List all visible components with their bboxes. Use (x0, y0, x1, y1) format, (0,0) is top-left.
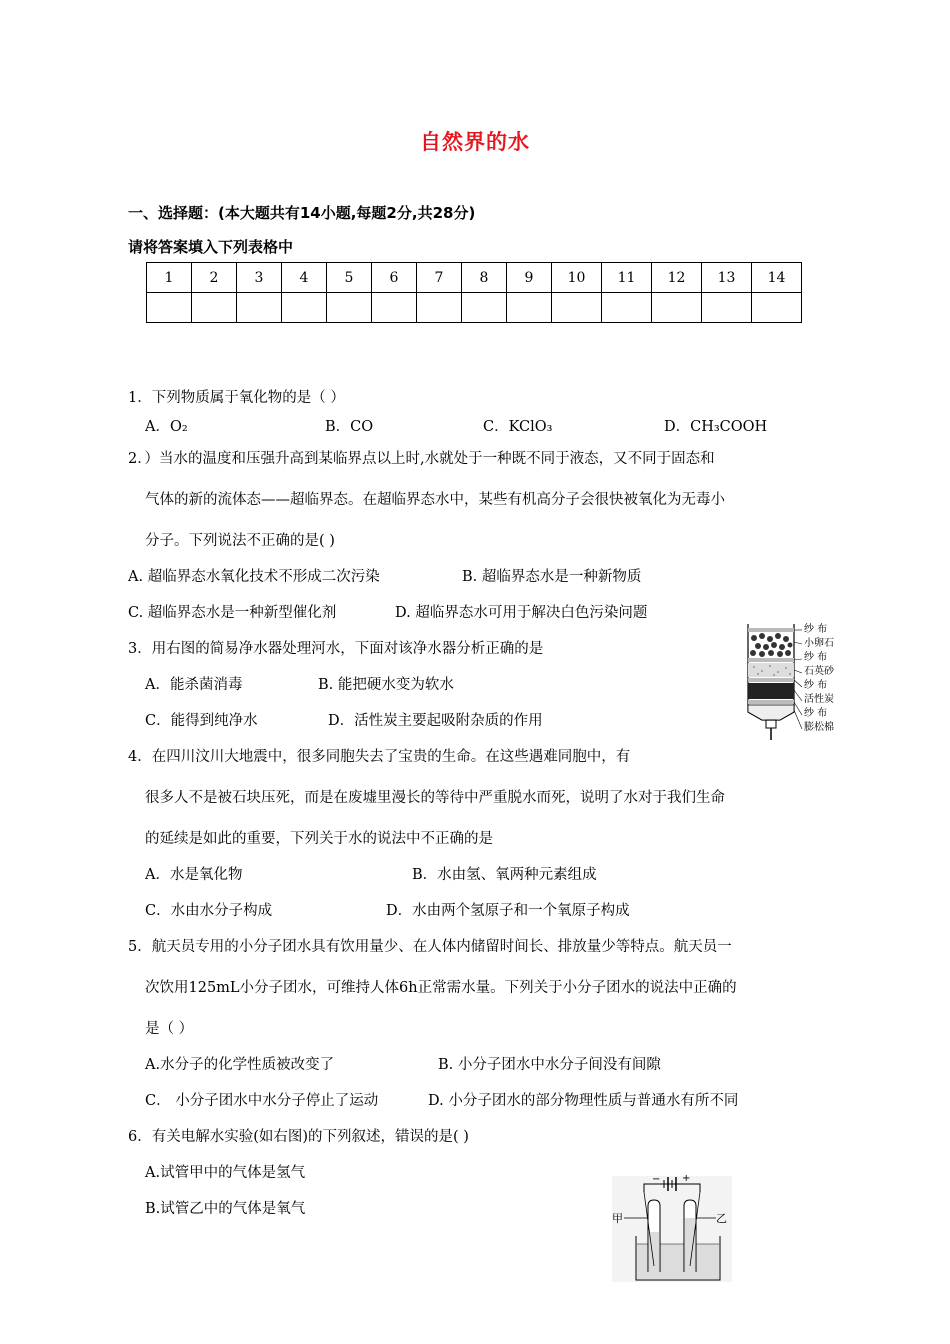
answer-number: 4 (282, 263, 327, 293)
filter-label: 活性炭 (804, 694, 834, 705)
q4-stem-line2: 很多人不是被石块压死，而是在废墟里漫长的等待中严重脱水而死，说明了水对于我们生命 (145, 790, 725, 806)
answer-cell[interactable] (237, 293, 282, 323)
q1-stem: 1．下列物质属于氧化物的是（ ） (128, 390, 345, 406)
q6-stem: 6．有关电解水实验(如右图)的下列叙述，错误的是( ) (128, 1129, 469, 1145)
section-heading: 一、选择题：(本大题共有14小题,每题2分,共28分) (128, 204, 476, 222)
answer-number: 8 (462, 263, 507, 293)
answer-number: 9 (507, 263, 552, 293)
q4-stem-line3: 的延续是如此的重要，下列关于水的说法中不正确的是 (145, 831, 493, 847)
filter-label: 石英砂 (804, 666, 834, 677)
q1-option-b: B．CO (325, 419, 374, 435)
tube-label-left: 甲 (612, 1212, 623, 1225)
water-purifier-figure (740, 620, 845, 745)
answer-number: 11 (602, 263, 652, 293)
answer-number: 10 (552, 263, 602, 293)
answer-cell[interactable] (507, 293, 552, 323)
filter-label: 纱 布 (804, 708, 828, 719)
answer-cell[interactable] (282, 293, 327, 323)
answer-number: 2 (192, 263, 237, 293)
q2-stem-line2: 气体的新的流体态——超临界态。在超临界态水中，某些有机高分子会很快被氧化为无毒小 (145, 492, 725, 508)
answer-number: 12 (652, 263, 702, 293)
answer-cell[interactable] (752, 293, 802, 323)
q5-option-c: C． 小分子团水中水分子停止了运动 (145, 1093, 379, 1109)
answer-number: 14 (752, 263, 802, 293)
answer-number: 7 (417, 263, 462, 293)
q5-option-d: D. 小分子团水的部分物理性质与普通水有所不同 (428, 1093, 739, 1109)
q4-option-d: D．水由两个氢原子和一个氧原子构成 (386, 903, 630, 919)
q5-option-b: B. 小分子团水中水分子间没有间隙 (438, 1057, 661, 1073)
answer-cell[interactable] (652, 293, 702, 323)
filter-label: 纱 布 (804, 680, 828, 691)
answer-cell[interactable] (702, 293, 752, 323)
minus-terminal-label: − (652, 1174, 661, 1185)
q4-option-b: B．水由氢、氧两种元素组成 (412, 867, 597, 883)
q2-option-d: D. 超临界态水可用于解决白色污染问题 (395, 605, 648, 621)
q4-stem-line1: 4．在四川汶川大地震中，很多同胞失去了宝贵的生命。在这些遇难同胞中，有 (128, 749, 631, 765)
q4-option-c: C．水由水分子构成 (145, 903, 273, 919)
answer-cell[interactable] (372, 293, 417, 323)
q2-option-c: C. 超临界态水是一种新型催化剂 (128, 605, 337, 621)
filter-label: 纱 布 (804, 652, 828, 663)
electrolysis-figure (612, 1173, 732, 1282)
q1-option-a: A．O₂ (145, 419, 188, 435)
q5-stem-line2: 次饮用125mL小分子团水，可维持人体6h正常需水量。下列关于小分子团水的说法中正确的 (145, 980, 737, 996)
answer-cell[interactable] (192, 293, 237, 323)
q1-option-c: C．KClO₃ (483, 419, 553, 435)
q5-stem-line3: 是（ ） (145, 1021, 194, 1037)
answer-cell[interactable] (327, 293, 372, 323)
q3-option-a: A．能杀菌消毒 (145, 677, 243, 693)
q2-option-a: A. 超临界态水氧化技术不形成二次污染 (128, 569, 380, 585)
q3-option-b: B. 能把硬水变为软水 (318, 677, 454, 693)
answer-number: 6 (372, 263, 417, 293)
q5-stem-line1: 5．航天员专用的小分子团水具有饮用量少、在人体内储留时间长、排放量少等特点。航天员一 (128, 939, 732, 955)
answer-cell[interactable] (417, 293, 462, 323)
answer-cell[interactable] (462, 293, 507, 323)
q5-option-a: A.水分子的化学性质被改变了 (145, 1057, 335, 1073)
table-instruction: 请将答案填入下列表格中 (128, 238, 294, 256)
answer-cell[interactable] (147, 293, 192, 323)
q4-option-a: A．水是氧化物 (145, 867, 243, 883)
q2-option-b: B. 超临界态水是一种新物质 (462, 569, 642, 585)
q3-option-d: D．活性炭主要起吸附杂质的作用 (328, 713, 543, 729)
answer-number: 3 (237, 263, 282, 293)
tube-label-right: 乙 (716, 1212, 727, 1225)
answer-cell[interactable] (552, 293, 602, 323)
q1-option-d: D．CH₃COOH (664, 419, 768, 435)
answer-table (146, 262, 802, 323)
answer-table-blank-row (147, 293, 802, 323)
q3-option-c: C．能得到纯净水 (145, 713, 258, 729)
q2-stem-line1: 2．）当水的温度和压强升高到某临界点以上时,水就处于一种既不同于液态，又不同于固态和 (128, 451, 715, 467)
answer-table-header-row (147, 263, 802, 293)
answer-number: 13 (702, 263, 752, 293)
answer-cell[interactable] (602, 293, 652, 323)
answer-number: 1 (147, 263, 192, 293)
q6-option-a: A.试管甲中的气体是氢气 (145, 1165, 306, 1181)
q2-stem-line3: 分子。下列说法不正确的是( ) (145, 533, 335, 549)
plus-terminal-label: + (682, 1173, 691, 1184)
filter-label: 小卵石 (804, 638, 834, 649)
filter-label: 纱 布 (804, 624, 828, 635)
page-title: 自然界的水 (420, 130, 530, 154)
filter-label: 膨松棉 (804, 722, 834, 733)
answer-number: 5 (327, 263, 372, 293)
q6-option-b: B.试管乙中的气体是氧气 (145, 1201, 306, 1217)
q3-stem: 3．用右图的简易净水器处理河水，下面对该净水器分析正确的是 (128, 641, 544, 657)
